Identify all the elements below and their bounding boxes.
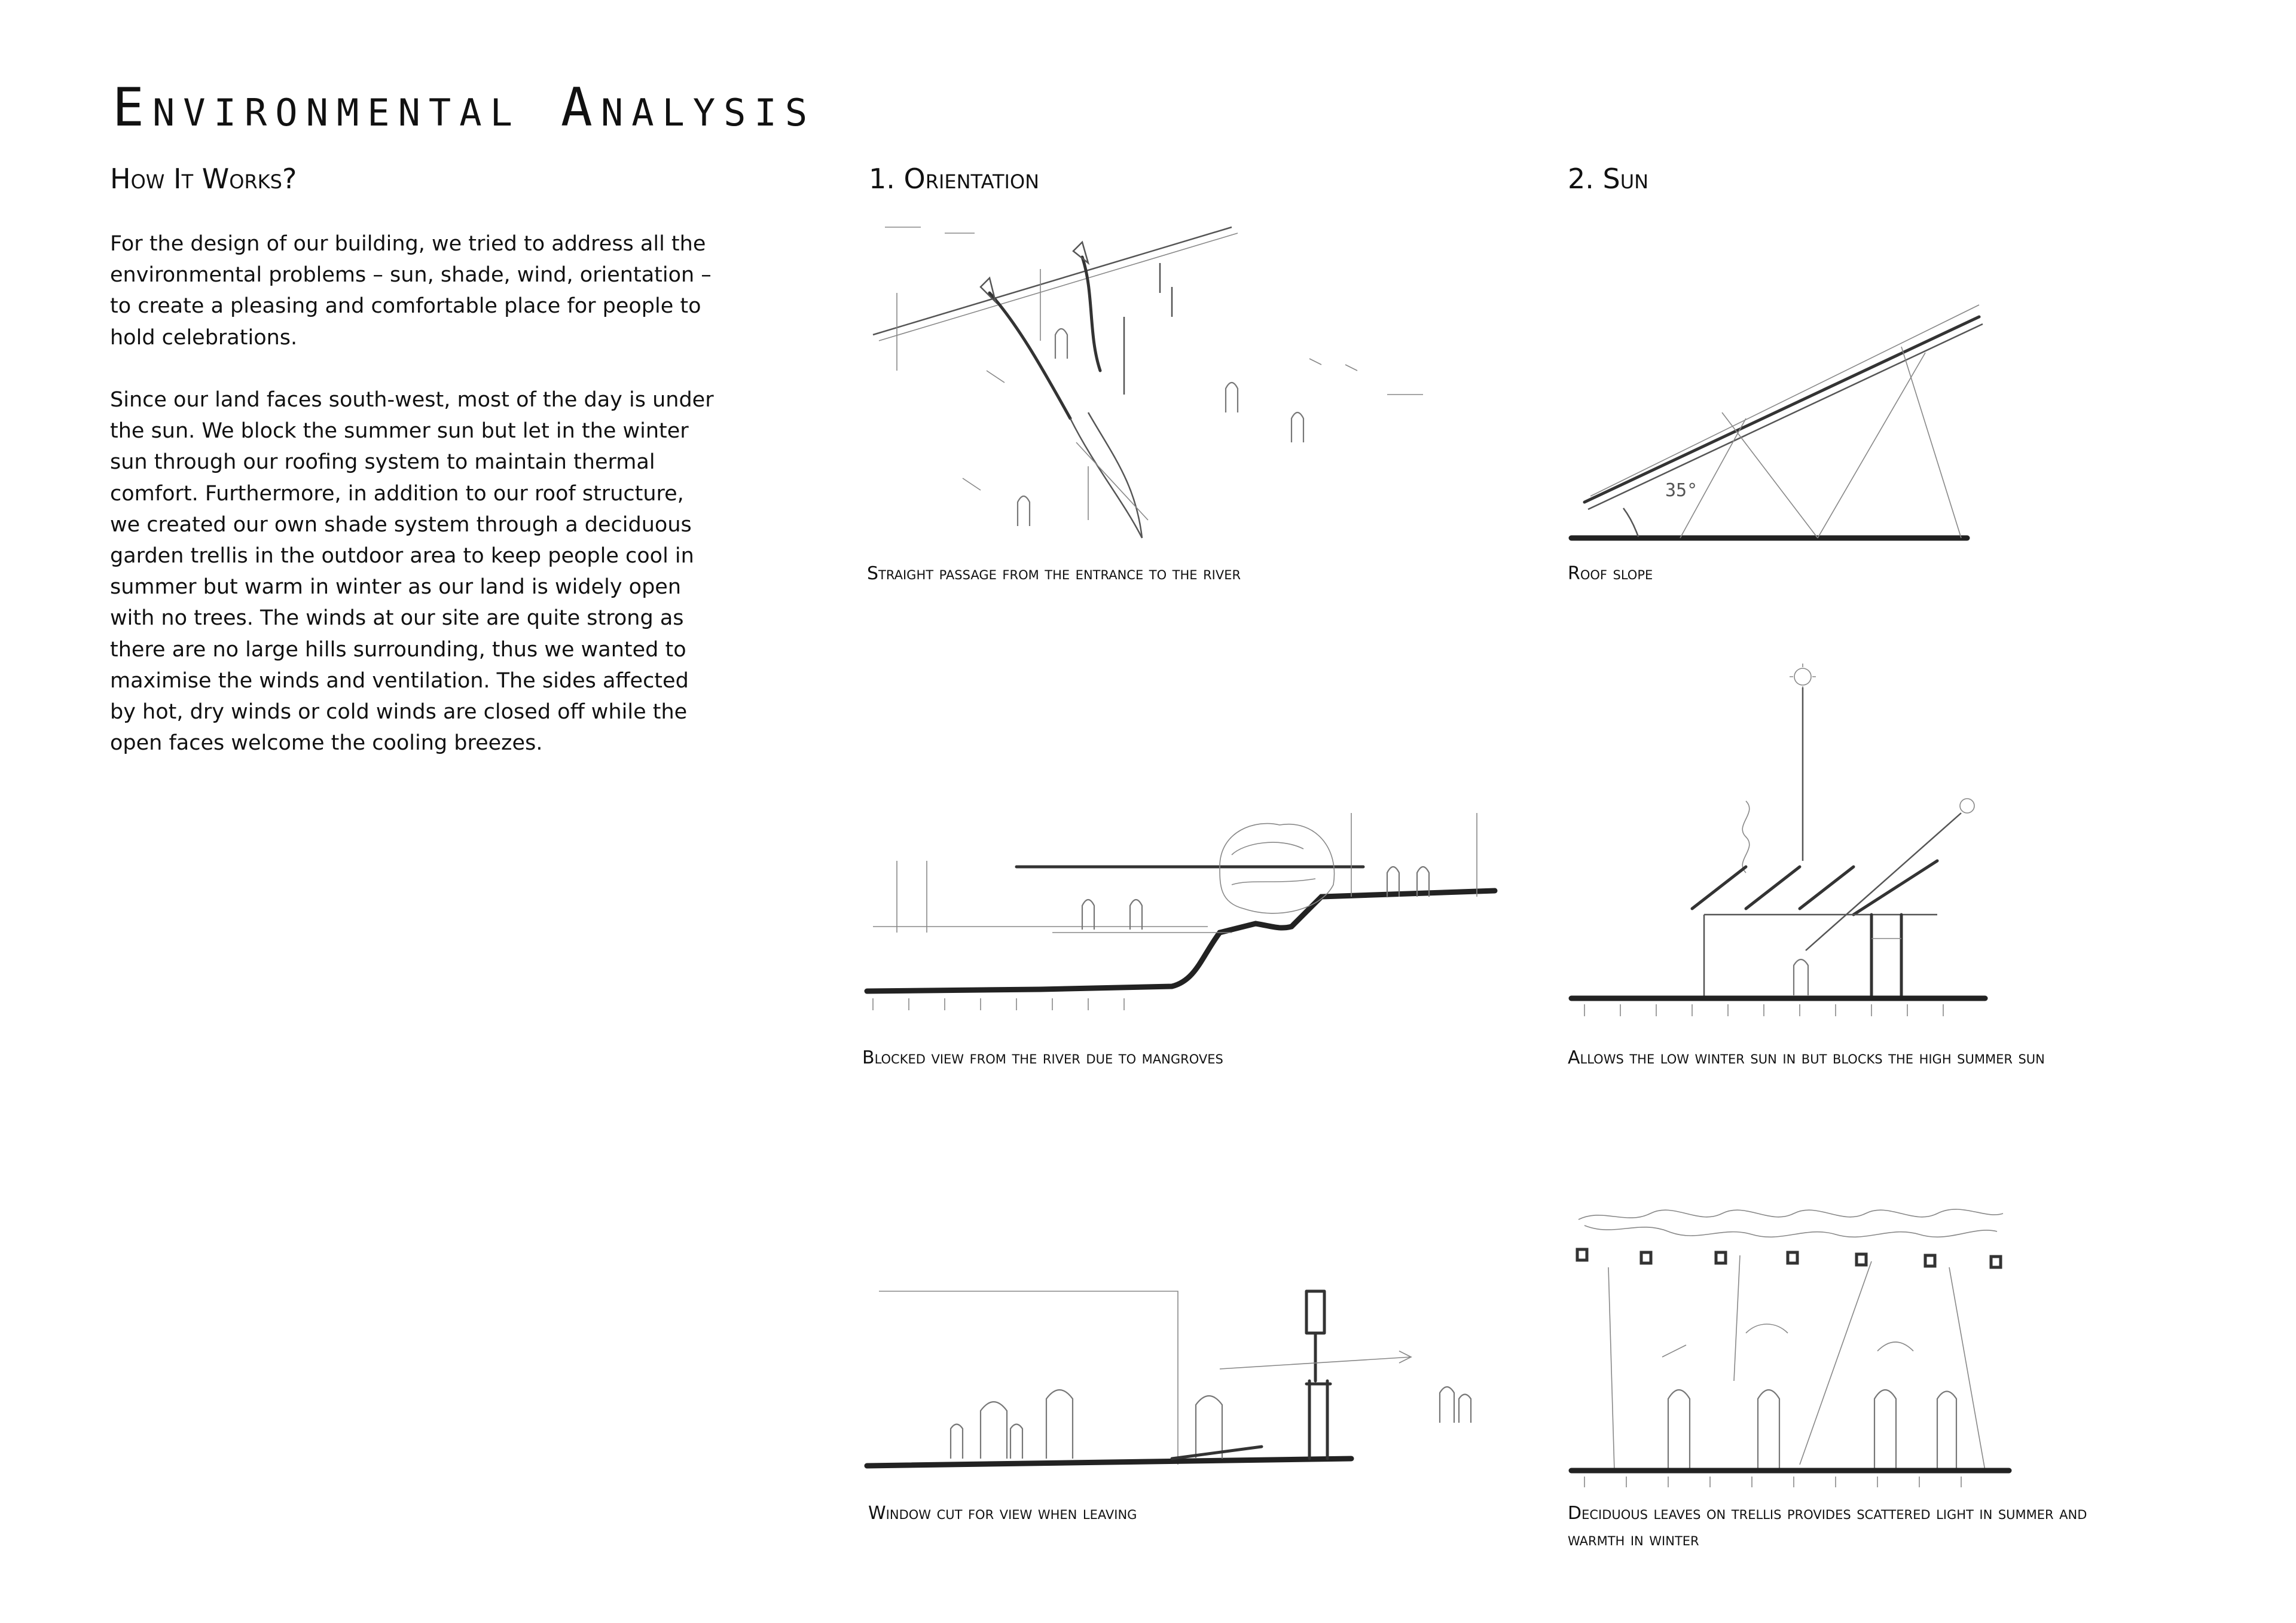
window-cut-sketch: [861, 1279, 1507, 1483]
trellis-sketch: [1567, 1202, 2021, 1488]
sun-caption-2: Allows the low winter sun in but blocks the high summer sun: [1568, 1047, 2045, 1068]
blocked-view-section-sketch: [861, 807, 1507, 1028]
sun-caption-1: Roof slope: [1568, 563, 1653, 584]
roof-slope-sketch: [1567, 281, 1997, 544]
orientation-heading: 1. Orientation: [869, 163, 1040, 195]
orientation-caption-1: Straight passage from the entrance to the river: [867, 563, 1241, 584]
passage-plan-sketch: [861, 215, 1435, 550]
roof-angle-label: 35°: [1665, 480, 1698, 501]
intro-paragraph-1: For the design of our building, we tried to address all the environmental problems – sun, shade, wind, orientation – to create a pleasing and comfortable place for people to hold celebrations.: [110, 232, 712, 350]
sun-caption-3: Deciduous leaves on trellis provides scattered light in summer and warmth in winter: [1568, 1503, 2087, 1550]
page-title: Environmental Analysis: [112, 77, 816, 138]
intro-heading: How It Works?: [110, 163, 297, 195]
orientation-caption-2: Blocked view from the river due to mangroves: [862, 1047, 1223, 1068]
intro-paragraph-2: Since our land faces south-west, most of the day is under the sun. We block the summer sun but let in the winter sun through our roofing system to maintain thermal comfort. Furthermore, in addition to our roof structure, we created our own shade system through a deciduous garden trellis in the outdoor area to keep people cool in summer but warm in winter as our land is widely open with no trees. The winds at our site are quite strong as there are no large hills surrounding, thus we wanted to maximise the winds and ventilation. The sides affected by hot, dry winds or cold winds are closed off while the open faces welcome the cooling breezes.: [110, 388, 714, 756]
sun-angle-section-sketch: [1567, 664, 2009, 1034]
orientation-caption-3: Window cut for view when leaving: [868, 1503, 1137, 1524]
sun-heading: 2. Sun: [1568, 163, 1649, 195]
